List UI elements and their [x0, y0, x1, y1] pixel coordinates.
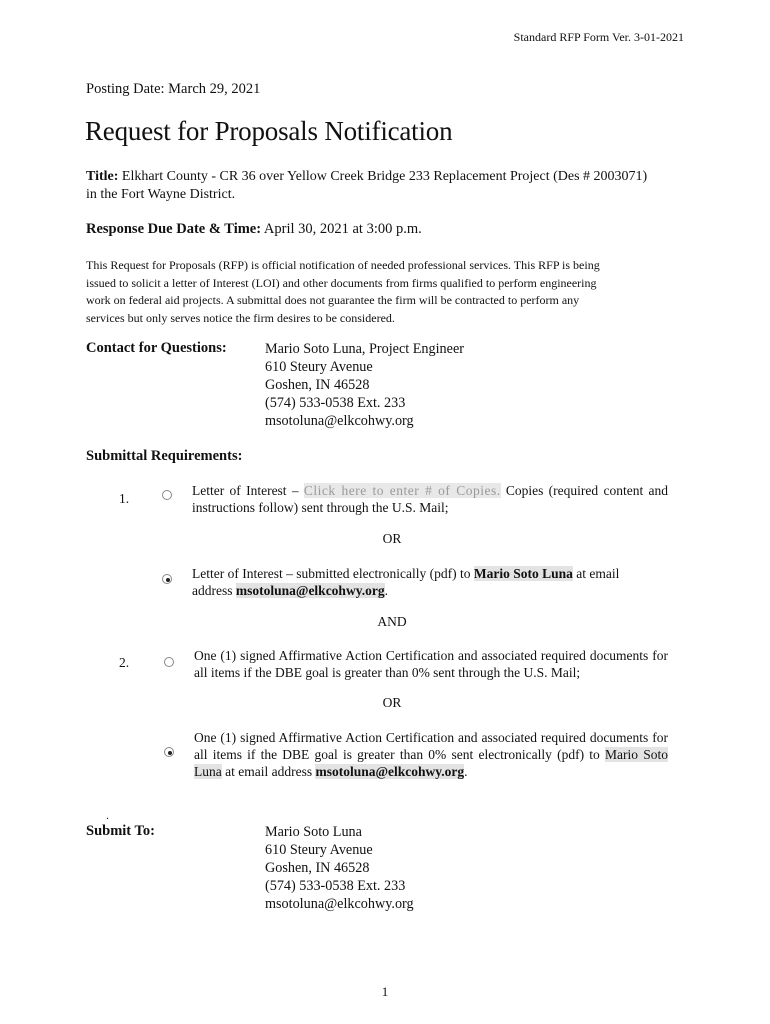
and-separator [0, 614, 770, 630]
intro-line: issued to solicit a letter of Interest (LOI) and other documents from firms qualified to perform engineering [86, 275, 597, 290]
submit-city: Goshen, IN 46528 [265, 860, 370, 876]
radio-item-1-electronic[interactable] [162, 574, 172, 584]
posting-date: Posting Date: March 29, 2021 [86, 81, 261, 97]
item-2-option-mail-text: One (1) signed Affirmative Action Certification and associated required documents for all items if the DBE goal is greater than 0% sent through the U.S. Mail; [194, 648, 668, 680]
or-separator [0, 531, 770, 547]
contact-street: 610 Steury Avenue [265, 359, 373, 375]
item-1-option-electronic-text [192, 565, 642, 599]
or-label: OR [382, 695, 402, 710]
contact-name: Mario Soto Luna, Project Engineer [265, 341, 464, 357]
page-title: Request for Proposals Notification [85, 116, 453, 146]
recipient-email: msotoluna@elkcohwy.org [315, 764, 465, 779]
option-text: . [464, 764, 468, 779]
option-text: Copies (required content and instructions follow) sent through the U.S. Mail; [192, 483, 668, 515]
radio-item-2-electronic[interactable] [164, 747, 174, 757]
item-2-number: 2. [119, 655, 130, 670]
contact-city: Goshen, IN 46528 [265, 377, 370, 393]
title-label: Title: [86, 169, 119, 184]
contact-email: msotoluna@elkcohwy.org [265, 413, 414, 429]
submit-phone: (574) 533-0538 Ext. 233 [265, 878, 406, 894]
item-1-option-mail-text [192, 482, 668, 516]
submit-name: Mario Soto Luna [265, 824, 362, 840]
project-title [86, 168, 686, 204]
radio-item-1-mail[interactable] [162, 490, 172, 500]
recipient-email: msotoluna@elkcohwy.org [235, 583, 385, 598]
title-line-1: Elkhart County - CR 36 over Yellow Creek Bridge 233 Replacement Project (Des # 2003071) [121, 169, 648, 184]
intro-line: This Request for Proposals (RFP) is official notification of needed professional services. This RFP is being [86, 258, 600, 272]
option-text: . [384, 583, 388, 598]
submit-email: msotoluna@elkcohwy.org [265, 896, 414, 912]
response-due [86, 221, 422, 238]
or-separator [0, 695, 770, 711]
recipient-name: Mario Soto Luna [194, 747, 668, 779]
page-number: 1 [381, 984, 389, 999]
stray-period: . [106, 808, 109, 822]
item-1-number: 1. [119, 491, 130, 506]
submit-street: 610 Steury Avenue [265, 842, 373, 858]
option-text: Letter of Interest – [192, 483, 304, 498]
contact-address-block [265, 340, 464, 430]
option-text: One (1) signed Affirmative Action Certification and associated required documents for all items if the DBE goal is greater than 0% sent electronically (pdf) to [194, 730, 668, 762]
item-2-option-electronic-text [194, 729, 668, 780]
copies-input[interactable]: Click here to enter # of Copies. [303, 483, 501, 498]
submit-to-address-block [265, 823, 414, 913]
and-label: AND [377, 614, 407, 629]
option-text: at email address [192, 566, 620, 598]
submit-to-label: Submit To: [86, 823, 155, 839]
option-text: Letter of Interest – submitted electronically (pdf) to [192, 566, 474, 581]
contact-label: Contact for Questions: [86, 340, 227, 356]
intro-line: work on federal aid projects. A submittal does not guarantee the firm will be contracted to perform any [86, 293, 580, 307]
submittal-requirements-label: Submittal Requirements: [86, 448, 243, 464]
option-text: at email address [221, 764, 316, 779]
form-version-header: Standard RFP Form Ver. 3-01-2021 [513, 30, 684, 44]
radio-item-2-mail[interactable] [164, 657, 174, 667]
or-label: OR [382, 531, 402, 546]
response-due-label: Response Due Date & Time: [86, 221, 262, 237]
intro-line: services but only serves notice the firm desires to be considered. [86, 310, 395, 325]
title-line-2: in the Fort Wayne District. [86, 187, 236, 202]
response-due-value: April 30, 2021 at 3:00 p.m. [263, 221, 422, 237]
recipient-name: Mario Soto Luna [473, 566, 573, 581]
contact-phone: (574) 533-0538 Ext. 233 [265, 395, 406, 411]
intro-paragraph [86, 257, 685, 327]
